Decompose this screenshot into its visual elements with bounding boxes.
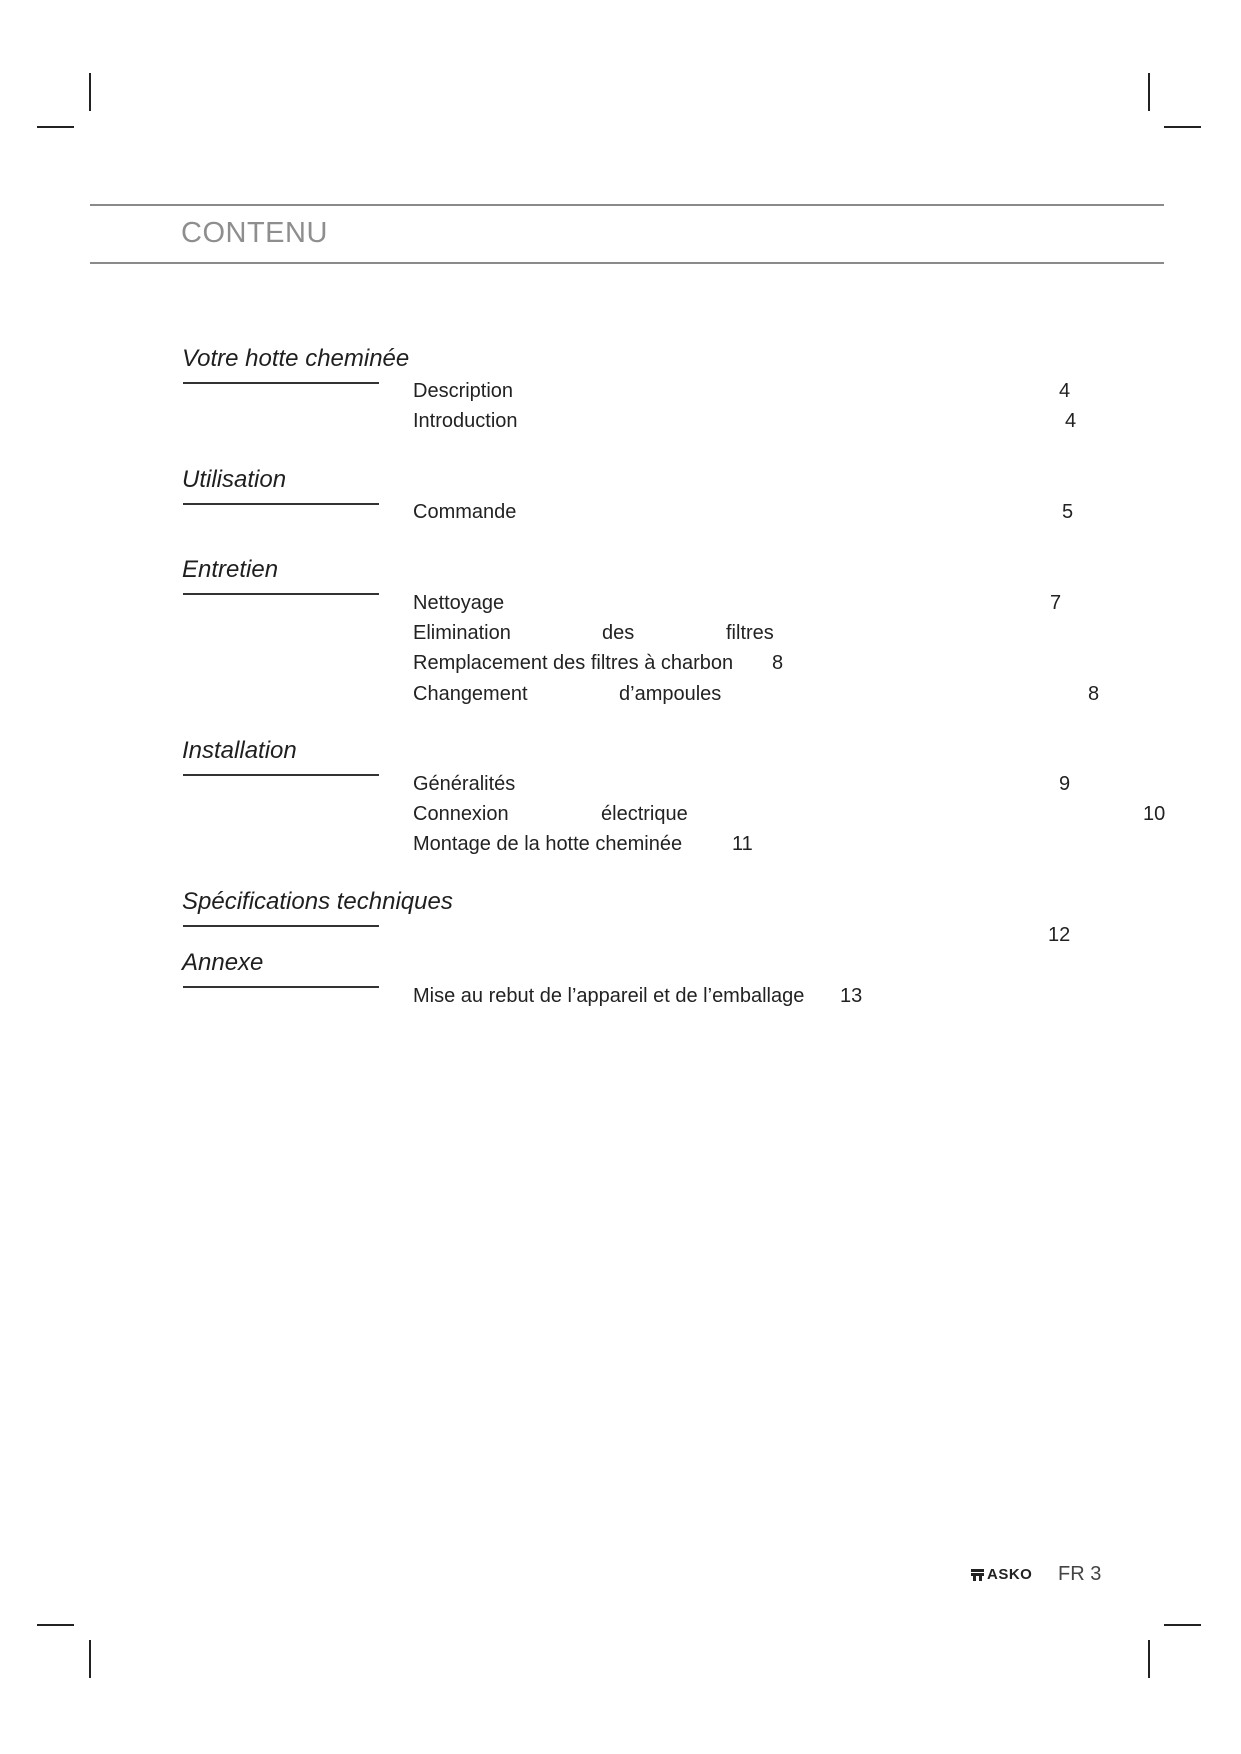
- toc-entry-page: 4: [1065, 410, 1077, 432]
- toc-entry-label: Connexion: [413, 803, 509, 825]
- page-number: FR 3: [1058, 1563, 1102, 1585]
- toc-entry-page: 10: [1143, 803, 1166, 825]
- section-underline: [183, 986, 379, 988]
- crop-mark-bottom-left-vertical: [89, 1640, 91, 1678]
- toc-entry-label: Mise au rebut de l’appareil et de l’emballage: [413, 985, 805, 1007]
- toc-entry-page: 12: [1048, 924, 1071, 946]
- crop-mark-top-right-horizontal: [1164, 126, 1201, 128]
- header-top-rule: [90, 204, 1164, 206]
- toc-entry-label-part: d’ampoules: [619, 683, 722, 705]
- toc-entry-label-part: filtres: [726, 622, 774, 644]
- toc-entry-page: 7: [1050, 592, 1062, 614]
- toc-entry-label: Commande: [413, 501, 517, 523]
- section-title: Annexe: [182, 949, 264, 976]
- section-underline: [183, 593, 379, 595]
- section-underline: [183, 925, 379, 927]
- toc-entry-label-part: électrique: [601, 803, 688, 825]
- section-title: Votre hotte cheminée: [182, 345, 410, 372]
- crop-mark-bottom-right-horizontal: [1164, 1624, 1201, 1626]
- toc-entry-label: Nettoyage: [413, 592, 505, 614]
- toc-entry-page: 8: [1088, 683, 1100, 705]
- toc-entry-page: 11: [732, 833, 753, 855]
- toc-entry-label: Changement: [413, 683, 528, 705]
- crop-mark-bottom-left-horizontal: [37, 1624, 74, 1626]
- toc-entry-page: 9: [1059, 773, 1071, 795]
- toc-entry-label: Remplacement des filtres à charbon: [413, 652, 734, 674]
- crop-mark-top-left-horizontal: [37, 126, 74, 128]
- crop-mark-bottom-right-vertical: [1148, 1640, 1150, 1678]
- page-title: CONTENU: [181, 217, 328, 249]
- section-underline: [183, 382, 379, 384]
- crop-mark-top-left-vertical: [89, 73, 91, 111]
- toc-entry-page: 4: [1059, 380, 1071, 402]
- toc-entry-label: Elimination: [413, 622, 511, 644]
- section-title: Entretien: [182, 556, 279, 583]
- toc-entry-label: Introduction: [413, 410, 518, 432]
- toc-entry-page: 5: [1062, 501, 1074, 523]
- section-title: Utilisation: [182, 466, 287, 493]
- toc-entry-label-part: des: [602, 622, 635, 644]
- brand-name: ASKO: [987, 1565, 1033, 1583]
- toc-entry-label: Généralités: [413, 773, 516, 795]
- toc-entry-label: Montage de la hotte cheminée: [413, 833, 683, 855]
- section-title: Installation: [182, 737, 297, 764]
- header-bottom-rule: [90, 262, 1164, 264]
- toc-entry-page: 13: [840, 985, 863, 1007]
- section-underline: [183, 774, 379, 776]
- section-underline: [183, 503, 379, 505]
- section-title: Spécifications techniques: [182, 888, 453, 915]
- asko-logo-mark-icon: [971, 1568, 984, 1581]
- asko-logo: [971, 1562, 1032, 1586]
- toc-entry-label: Description: [413, 380, 514, 402]
- toc-entry-page: 8: [772, 652, 784, 674]
- crop-mark-top-right-vertical: [1148, 73, 1150, 111]
